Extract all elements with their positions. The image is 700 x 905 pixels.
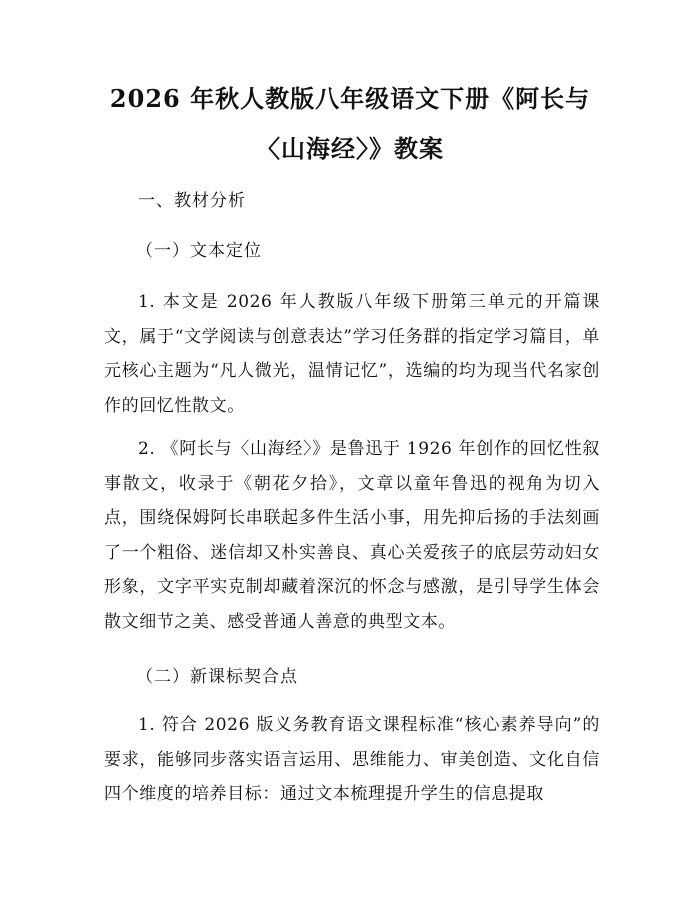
document-title-line2: 〈山海经〉》教案	[256, 134, 444, 163]
paragraph-1: 1. 本文是 2026 年人教版八年级下册第三单元的开篇课文，属于“文学阅读与创意表达”学习任务群的指定学习篇目，单元核心主题为“凡人微光，温情记忆”，选编的均为现当代名家创作的回忆性散文。	[104, 292, 600, 416]
document-title-line1: 2026 年秋人教版八年级语文下册《阿长与	[109, 84, 591, 113]
subsection-heading-curriculum-fit: （二）新课标契合点	[136, 667, 298, 687]
paragraph-3: 1. 符合 2026 版义务教育语文课程标准“核心素养导向”的要求，能够同步落实语言运用、思维能力、审美创造、文化自信四个维度的培养目标：通过文本梳理提升学生的信息提取	[104, 715, 600, 804]
paragraph-2: 2. 《阿长与〈山海经〉》是鲁迅于 1926 年创作的回忆性叙事散文，收录于《朝花夕拾》，文章以童年鲁迅的视角为切入点，围绕保姆阿长串联起多件生活小事，用先抑后扬的手法刻画了一个粗俗、迷信却又朴实善良、真心关爱孩子的底层劳动妇女形象，文字平实克制却藏着深沉的怀念与感激，是引导学生体会散文细节之美、感受普通人善意的典型文本。	[104, 439, 600, 632]
subsection-heading-text-positioning: （一）文本定位	[136, 241, 262, 261]
section-heading-textbook-analysis: 一、教材分析	[138, 191, 246, 211]
